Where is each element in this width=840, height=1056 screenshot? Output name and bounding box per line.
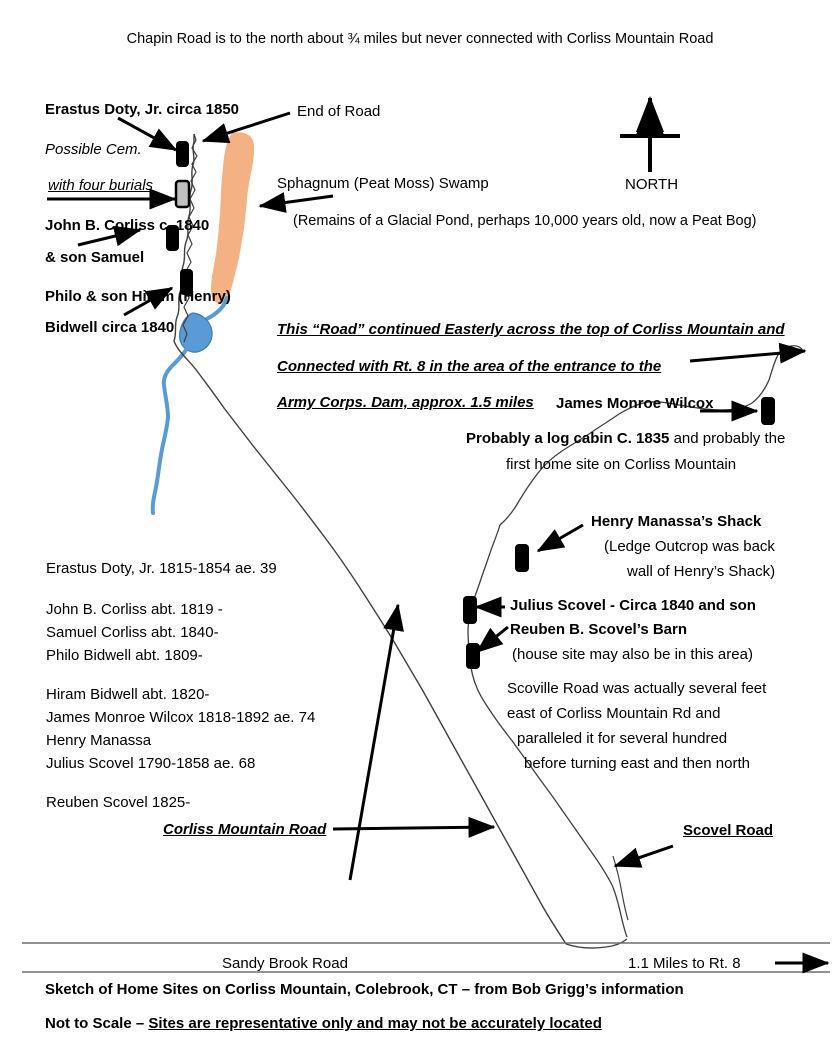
note-scoville-line-4: before turning east and then north bbox=[524, 755, 750, 772]
header-note: Chapin Road is to the north about ¾ miles but never connected with Corliss Mountain Road bbox=[126, 31, 714, 47]
arrow-reuben-scovel-barn bbox=[477, 627, 508, 652]
site-marker-james-monroe-wilcox bbox=[761, 397, 775, 425]
note-log-cabin-line-2: first home site on Corliss Mountain bbox=[506, 456, 737, 473]
arrow-corliss-road-up bbox=[350, 605, 398, 880]
note-log-cabin-bold: Probably a log cabin C. 1835 bbox=[466, 430, 670, 447]
note-scoville-line-3: paralleled it for several hundred bbox=[517, 730, 728, 747]
note-scoville-line-1: Scoville Road was actually several feet bbox=[507, 680, 767, 697]
footer-disclaimer bbox=[45, 1014, 602, 1034]
label-bidwell: Bidwell circa 1840 bbox=[45, 319, 175, 336]
label-erastus-doty: Erastus Doty, Jr. circa 1850 bbox=[45, 101, 240, 118]
note-road-continued-line-2: Connected with Rt. 8 in the area of the entrance to the bbox=[277, 358, 662, 375]
note-ledge-outcrop-line-1: (Ledge Outcrop was back bbox=[604, 538, 775, 555]
person-list-item: Reuben Scovel 1825- bbox=[46, 794, 191, 811]
label-and-son-samuel: & son Samuel bbox=[45, 249, 145, 266]
label-scovel-road: Scovel Road bbox=[683, 822, 774, 839]
label-philo-hiram: Philo & son Hiram (Henry) bbox=[45, 288, 231, 305]
label-swamp-subtitle: (Remains of a Glacial Pond, perhaps 10,000 years old, now a Peat Bog) bbox=[293, 213, 757, 229]
label-henry-manassa-shack: Henry Manassa’s Shack bbox=[591, 513, 762, 530]
person-list-item: Samuel Corliss abt. 1840- bbox=[46, 624, 219, 641]
label-corliss-mountain-road: Corliss Mountain Road bbox=[163, 821, 327, 838]
label-end-of-road: End of Road bbox=[297, 103, 381, 120]
note-road-continued-line-3: Army Corps. Dam, approx. 1.5 miles bbox=[277, 394, 534, 411]
label-possible-cemetery: Possible Cem. bbox=[45, 141, 142, 158]
label-julius-scovel: Julius Scovel - Circa 1840 and son bbox=[510, 597, 756, 614]
note-log-cabin-rest: and probably the bbox=[669, 430, 786, 447]
compass-label: NORTH bbox=[625, 176, 679, 193]
footer-disclaimer-underlined: Sites are representative only and may not be accurately located bbox=[148, 1015, 602, 1032]
site-marker-henry-manassa-shack bbox=[515, 544, 529, 572]
label-with-four-burials: with four burials bbox=[48, 177, 154, 194]
label-james-monroe-wilcox: James Monroe Wilcox bbox=[556, 395, 714, 412]
label-sandy-brook-road: Sandy Brook Road bbox=[222, 955, 348, 972]
note-ledge-outcrop-line-2: wall of Henry’s Shack) bbox=[627, 563, 776, 580]
person-list-item: Henry Manassa bbox=[46, 732, 152, 749]
person-list-item: John B. Corliss abt. 1819 - bbox=[46, 601, 223, 618]
label-swamp-title: Sphagnum (Peat Moss) Swamp bbox=[277, 175, 489, 192]
person-list-item: James Monroe Wilcox 1818-1892 ae. 74 bbox=[46, 709, 316, 726]
label-john-corliss: John B. Corliss c. 1840 bbox=[45, 217, 210, 234]
person-list-item: Erastus Doty, Jr. 1815-1854 ae. 39 bbox=[46, 560, 277, 577]
note-road-continued-line-1: This “Road” continued Easterly across the top of Corliss Mountain and bbox=[277, 321, 785, 338]
sphagnum-swamp-shape bbox=[211, 132, 254, 303]
north-arrow-cross-icon bbox=[620, 98, 680, 172]
note-scoville-line-2: east of Corliss Mountain Rd and bbox=[507, 705, 721, 722]
note-house-site: (house site may also be in this area) bbox=[512, 646, 753, 663]
footer-title: Sketch of Home Sites on Corliss Mountain, Colebrook, CT – from Bob Grigg’s information bbox=[45, 981, 684, 998]
arrow-henry-manassa-shack bbox=[538, 525, 583, 551]
site-marker-julius-scovel bbox=[463, 596, 477, 624]
person-list-item: Hiram Bidwell abt. 1820- bbox=[46, 686, 210, 703]
label-distance-to-rt8: 1.1 Miles to Rt. 8 bbox=[628, 955, 741, 972]
person-list-item: Philo Bidwell abt. 1809- bbox=[46, 647, 203, 664]
arrow-road-continues-east bbox=[690, 351, 805, 361]
arrow-swamp bbox=[260, 196, 333, 206]
footer-disclaimer-prefix: Not to Scale – bbox=[45, 1015, 149, 1032]
site-marker-possible-cemetery-outline bbox=[176, 181, 189, 207]
arrow-scovel-road bbox=[615, 846, 673, 866]
arrow-corliss-mountain-road bbox=[333, 827, 494, 829]
person-list-item: Julius Scovel 1790-1858 ae. 68 bbox=[46, 755, 256, 772]
site-marker-erastus-doty bbox=[176, 141, 189, 167]
label-reuben-scovel-barn: Reuben B. Scovel’s Barn bbox=[510, 621, 687, 638]
note-log-cabin-line-1 bbox=[466, 429, 785, 449]
stream-lower-line bbox=[153, 350, 186, 513]
site-marker-reuben-scovel-barn bbox=[466, 643, 480, 669]
